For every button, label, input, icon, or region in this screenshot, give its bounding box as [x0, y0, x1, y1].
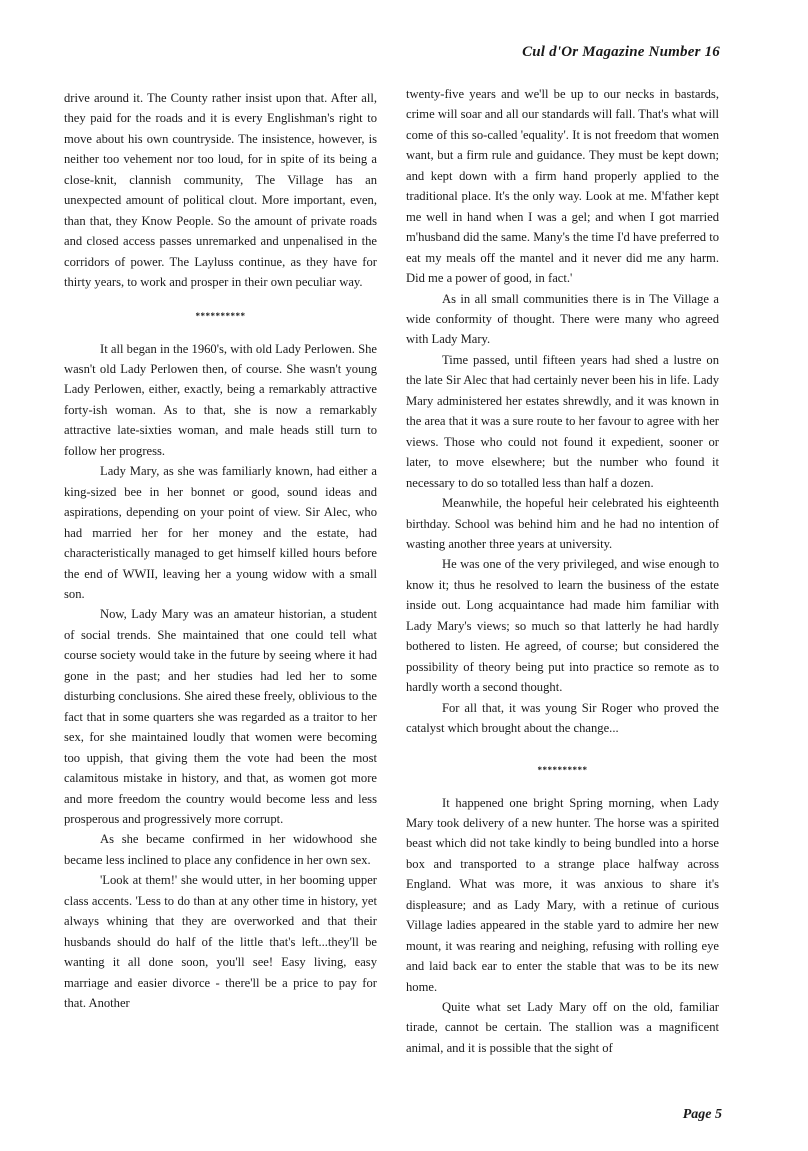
- paragraph: twenty-five years and we'll be up to our necks in bastards, crime will soar and all our standards will fall. That's what will come of this so-called 'equality'. It is not freedom that women want, but a firm rule and guidance. They must be kept down; and kept down with a firm hand properly applied to the traditional place. It's the only way. Look at me. M'father kept me well in hand when I was a gel; and when I got married m'husband did the same. Many's the time I'd have preferred to eat my meals off the mantel and it never did me any harm. Did me a power of good, in fact.': [406, 87, 719, 286]
- paragraph: Quite what set Lady Mary off on the old, familiar tirade, cannot be certain. The stallion was a magnificent animal, and it is possible that the sight of: [406, 1000, 719, 1055]
- paragraph: As she became confirmed in her widowhood she became less inclined to place any confidence in her own sex.: [64, 832, 377, 867]
- paragraph: Lady Mary, as she was familiarly known, had either a king-sized bee in her bonnet or good, sound ideas and aspirations, depending on your point of view. Sir Alec, who had married her for her money and the estate, had characteristically managed to get himself killed hours before the end of WWII, leaving her a young widow with a small son.: [64, 464, 377, 601]
- right-column: [406, 84, 719, 1058]
- paragraph: 'Look at them!' she would utter, in her booming upper class accents. 'Less to do than at any other time in history, yet always whining that they are overworked and that their husbands should do half of the little that's left...they'll be wanting it all done soon, you'll see! Easy living, easy marriage and easier divorce - there'll be a price to pay for that. Another: [64, 873, 377, 1011]
- left-column: [64, 88, 377, 1013]
- paragraph: For all that, it was young Sir Roger who proved the catalyst which brought about the change...: [406, 700, 719, 736]
- paragraph: As in all small communities there is in The Village a wide conformity of thought. There were many who agreed with Lady Mary.: [406, 291, 719, 347]
- paragraph: Meanwhile, the hopeful heir celebrated his eighteenth birthday. School was behind him and he had no intention of wasting another three years at university.: [406, 496, 719, 551]
- section-separator: **********: [195, 310, 246, 321]
- magazine-header: Cul d'Or Magazine Number 16: [522, 44, 720, 60]
- paragraph: drive around it. The County rather insist upon that. After all, they paid for the roads and it is every Englishman's right to move about his own countryside. The insistence, however, is neither too vehement nor too loud, for in spite of its being a close-knit, clannish community, The Village has an unexpected amount of political clout. More important, even, than that, they Know People. So the amount of private roads and closed access passes unremarked and unpenalised in the corridors of power. The Layluss continue, as they have for thirty years, to work and prosper in their own peculiar way.: [64, 91, 377, 290]
- paragraph: It all began in the 1960's, with old Lady Perlowen. She wasn't old Lady Perlowen then, of course. She wasn't young Lady Perlowen, either, exactly, being a remarkably attractive forty-ish woman. As to that, she is now a remarkably attractive late-sixties woman, and male heads still turn to follow her progress.: [64, 341, 377, 458]
- paragraph: Time passed, until fifteen years had shed a lustre on the late Sir Alec that had certainly never been his in life. Lady Mary administered her estates shrewdly, and it was known in the area that it was a sure route to her favour to agree with her views. Those who could not found it expedient, sooner or later, to move elsewhere; but the number who found it necessary to do so totalled less than half a dozen.: [406, 352, 719, 490]
- paragraph: Now, Lady Mary was an amateur historian, a student of social trends. She maintained that one could tell what course society would take in the future by seeing where it had gone in the past; and her studies had led her to some disturbing conclusions. She aired these freely, oblivious to the fact that in some quarters she was regarded as a traitor to her sex, for she maintained loudly that women were becoming too uppish, that giving them the vote had been the most calamitous mistake in history, and that, as women got more and more freedom the country would become less and less prosperous and progressively more corrupt.: [64, 607, 377, 826]
- paragraph: He was one of the very privileged, and wise enough to know it; thus he resolved to learn the business of the estate inside out. Long acquaintance had made him familiar with Lady Mary's views; so much so that latterly he had hardly bothered to listen. He agreed, of course; but considered the possibility of theory being put into practice so remote as to hardly worth a second thought.: [406, 557, 719, 695]
- page-number: Page 5: [682, 1107, 722, 1122]
- paragraph: It happened one bright Spring morning, when Lady Mary took delivery of a new hunter. The horse was a spirited beast which did not take kindly to being bundled into a horse box and transported to a strange place halfway across England. What was more, it was anxious to share it's displeasure; and as Lady Mary, with a retinue of curious Village ladies appeared in the stable yard to admire her new mount, it was rearing and neighing, refusing with rolling eye and laid back ear to enter the stable that was to be its new home.: [406, 795, 719, 994]
- section-separator: **********: [537, 764, 588, 775]
